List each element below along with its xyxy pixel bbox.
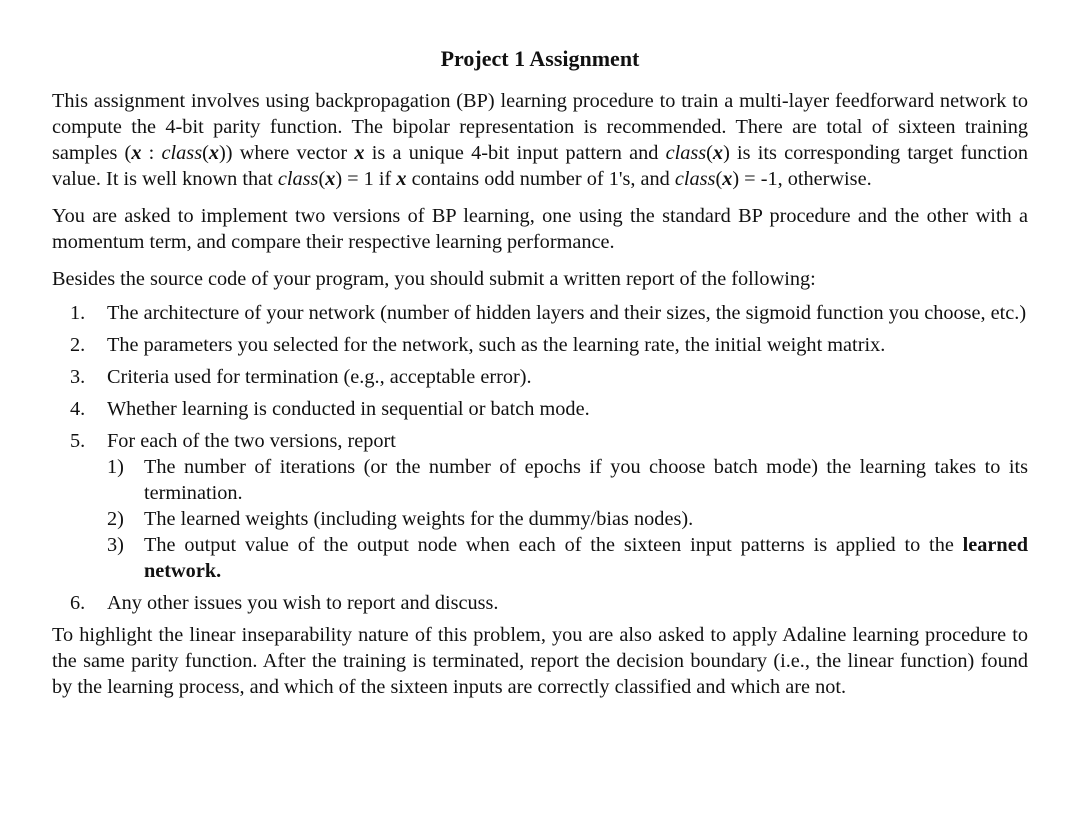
list-number: 1. bbox=[70, 302, 86, 324]
list-text: Any other issues you wish to report and discuss. bbox=[107, 592, 499, 614]
text-segment: ) = 1 if bbox=[335, 168, 397, 190]
list-number: 4. bbox=[70, 398, 86, 420]
text-segment: You are asked to implement two versions of BP learning, one using the standard BP procedure and the other with a momentum term, and compare their respective learning performance. bbox=[52, 205, 1028, 253]
text-segment: x bbox=[131, 142, 142, 164]
sub-list-text: The learned weights (including weights for the dummy/bias nodes). bbox=[144, 508, 694, 530]
list-text: Whether learning is conducted in sequential or batch mode. bbox=[107, 398, 590, 420]
text-segment: x bbox=[722, 168, 733, 190]
list-item bbox=[52, 428, 1028, 584]
sub-list-text: The number of iterations (or the number of epochs if you choose batch mode) the learning takes to its termination. bbox=[144, 456, 1028, 504]
task-paragraph bbox=[52, 203, 1028, 255]
text-segment: Besides the source code of your program, you should submit a written report of the following: bbox=[52, 268, 816, 290]
sub-list-number: 1) bbox=[107, 456, 124, 478]
text-segment: x bbox=[325, 168, 336, 190]
document-title: Project 1 Assignment bbox=[440, 46, 640, 71]
list-number: 2. bbox=[70, 334, 86, 356]
text-segment: class bbox=[277, 168, 319, 190]
list-text: For each of the two versions, report bbox=[107, 430, 396, 452]
list-number: 5. bbox=[70, 430, 86, 452]
text-segment: ( bbox=[715, 168, 723, 190]
text-segment: x bbox=[354, 142, 365, 164]
text-segment: ( bbox=[706, 142, 713, 164]
list-item bbox=[52, 332, 1028, 358]
list-number: 3. bbox=[70, 366, 86, 388]
text-segment: contains odd number of 1's, and bbox=[406, 168, 675, 190]
text-segment: class bbox=[161, 142, 203, 164]
text-segment: To highlight the linear inseparability nature of this problem, you are also asked to apply Adaline learning procedure to the same parity function. After the training is terminated, report the decision boundary (i.e., the linear function) found by the learning process, and which of the sixteen inputs are correctly classified and which are not. bbox=[52, 624, 1028, 698]
sub-list-item bbox=[107, 454, 1028, 506]
text-segment: ( bbox=[202, 142, 209, 164]
text-segment: x bbox=[396, 168, 407, 190]
text-segment: This assignment involves using backpropagation (BP) learning procedure to train a multi-layer feedforward network to compute the 4-bit parity function. The bipolar representation is recommended. There are total of sixteen training samples ( bbox=[52, 90, 1028, 164]
sub-list-number: 2) bbox=[107, 508, 124, 530]
report-intro-paragraph bbox=[52, 266, 1028, 292]
text-segment: x bbox=[208, 142, 219, 164]
sub-list bbox=[107, 454, 1028, 584]
report-requirements-list bbox=[52, 300, 1028, 616]
list-item bbox=[52, 590, 1028, 616]
text-segment: )) where vector bbox=[219, 142, 355, 164]
text-segment: class bbox=[665, 142, 707, 164]
sub-list-bold-text: learned network. bbox=[144, 534, 1028, 582]
sub-list-item bbox=[107, 506, 1028, 532]
sub-list-item bbox=[107, 532, 1028, 584]
sub-list-text: The output value of the output node when each of the sixteen input patterns is applied to the bbox=[144, 534, 963, 556]
list-text: The architecture of your network (number of hidden layers and their sizes, the sigmoid function you choose, etc.) bbox=[107, 302, 1027, 324]
list-text: Criteria used for termination (e.g., acceptable error). bbox=[107, 366, 532, 388]
text-segment: x bbox=[712, 142, 724, 164]
intro-paragraph bbox=[52, 88, 1028, 192]
list-item bbox=[52, 396, 1028, 422]
sub-list-number: 3) bbox=[107, 534, 124, 556]
text-segment: class bbox=[674, 168, 716, 190]
text-segment: ( bbox=[318, 168, 326, 190]
list-item bbox=[52, 300, 1028, 326]
list-number: 6. bbox=[70, 592, 86, 614]
text-segment: : bbox=[141, 142, 162, 164]
text-segment: ) = -1, otherwise. bbox=[732, 168, 872, 190]
text-segment: is a unique 4-bit input pattern and bbox=[364, 142, 666, 164]
list-item bbox=[52, 364, 1028, 390]
text-segment: ) is its corresponding target function value. It is well known that bbox=[52, 142, 1029, 190]
list-text: The parameters you selected for the network, such as the learning rate, the initial weight matrix. bbox=[107, 334, 886, 356]
adaline-paragraph bbox=[52, 622, 1028, 700]
